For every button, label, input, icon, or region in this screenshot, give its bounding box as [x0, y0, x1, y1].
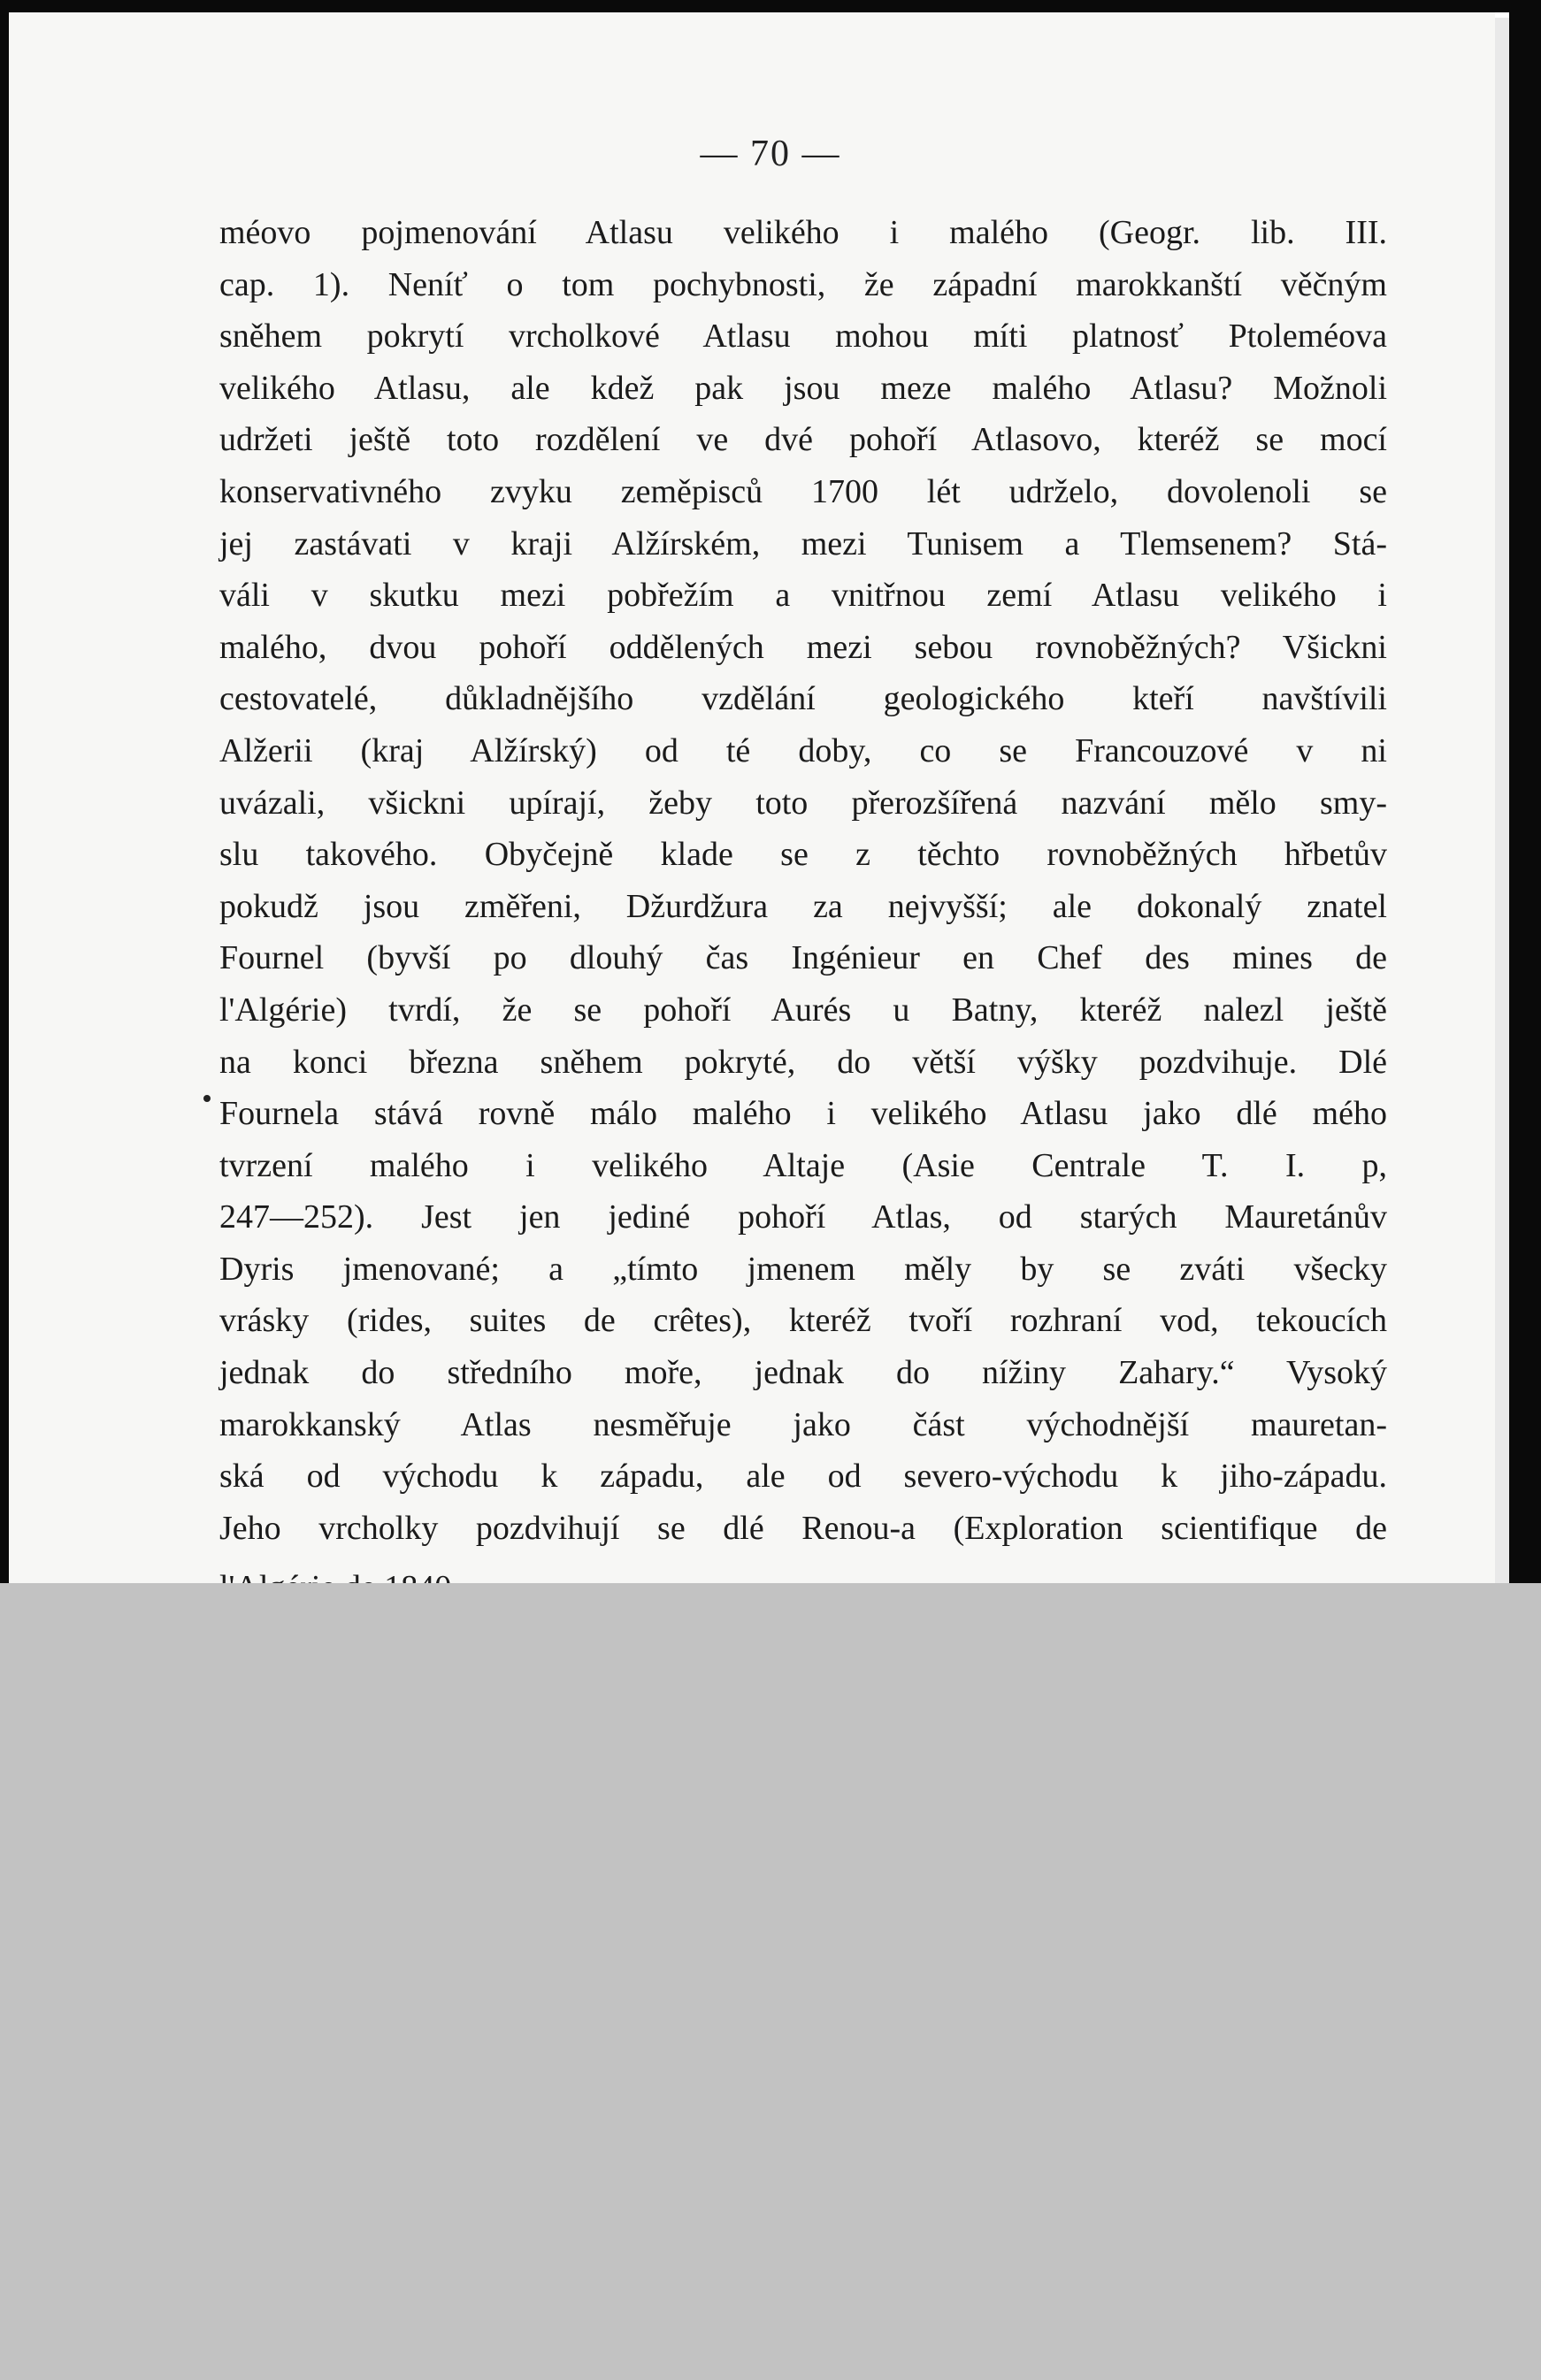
scan-border-top — [0, 0, 1541, 12]
empty-scan-area — [0, 1583, 1541, 2380]
body-text — [219, 207, 1387, 1554]
text-line: na konci března sněhem pokryté, do větší výšky pozdvihuje. Dlé — [219, 1043, 1387, 1081]
text-line: Fournel (byvší po dlouhý čas Ingénieur en Chef des mines de — [219, 939, 1387, 977]
text-line: slu takového. Obyčejně klade se z těchto rovnoběžných hřbetův — [219, 836, 1387, 874]
margin-mark — [203, 1095, 211, 1102]
text-line: tvrzení malého i velikého Altaje (Asie Centrale T. I. p, — [219, 1146, 1387, 1184]
text-line: konservativného zvyku zeměpisců 1700 lét udrželo, dovolenoli se — [219, 472, 1387, 510]
text-line: l'Algérie) tvrdí, že se pohoří Aurés u Batny, kteréž nalezl ještě — [219, 991, 1387, 1029]
text-line: Dyris jmenované; a „tímto jmenem měly by se zváti všecky — [219, 1250, 1387, 1288]
scan-border-right — [1509, 0, 1541, 1583]
text-line: jej zastávati v kraji Alžírském, mezi Tunisem a Tlemsenem? Stá- — [219, 524, 1387, 562]
cut-off-text-line — [219, 1562, 591, 1581]
text-line: jednak do středního moře, jednak do nížiny Zahary.“ Vysoký — [219, 1354, 1387, 1392]
text-line: Alžerii (kraj Alžírský) od té doby, co se Francouzové v ni — [219, 731, 1387, 769]
text-line: udržeti ještě toto rozdělení ve dvé pohoří Atlasovo, kteréž se mocí — [219, 421, 1387, 459]
scan-border-left — [0, 0, 9, 1583]
text-line: malého, dvou pohoří oddělených mezi sebou rovnoběžných? Všickni — [219, 628, 1387, 666]
text-line: Jeho vrcholky pozdvihují se dlé Renou-a (Exploration scientifique de — [219, 1509, 1387, 1547]
text-line: ská od východu k západu, ale od severo-východu k jiho-západu. — [219, 1458, 1387, 1496]
text-line: sněhem pokrytí vrcholkové Atlasu mohou míti platnosť Ptoleméova — [219, 318, 1387, 356]
text-line: pokudž jsou změřeni, Džurdžura za nejvyšší; ale dokonalý znatel — [219, 887, 1387, 925]
text-line: méovo pojmenování Atlasu velikého i malého (Geogr. lib. III. — [219, 214, 1387, 251]
text-line: cestovatelé, důkladnějšího vzdělání geologického kteří navštívili — [219, 680, 1387, 718]
text-line: 247—252). Jest jen jediné pohoří Atlas, od starých Mauretánův — [219, 1198, 1387, 1236]
text-line: cap. 1). Neníť o tom pochybnosti, že západní marokkanští věčným — [219, 265, 1387, 303]
text-line: váli v skutku mezi pobřežím a vnitřnou zemí Atlasu velikého i — [219, 577, 1387, 615]
text-line: vrásky (rides, suites de crêtes), kteréž tvoří rozhraní vod, tekoucích — [219, 1302, 1387, 1340]
page-number: — 70 — — [700, 134, 841, 174]
text-line: velikého Atlasu, ale kdež pak jsou meze malého Atlasu? Možnoli — [219, 369, 1387, 407]
page-edge-shadow — [1495, 18, 1509, 1583]
text-line: uvázali, všickni upírají, žeby toto přerozšířená nazvání mělo smy- — [219, 784, 1387, 822]
text-line: Fournela stává rovně málo malého i velikého Atlasu jako dlé mého — [219, 1095, 1387, 1133]
text-line: marokkanský Atlas nesměřuje jako část východnější mauretan- — [219, 1405, 1387, 1443]
